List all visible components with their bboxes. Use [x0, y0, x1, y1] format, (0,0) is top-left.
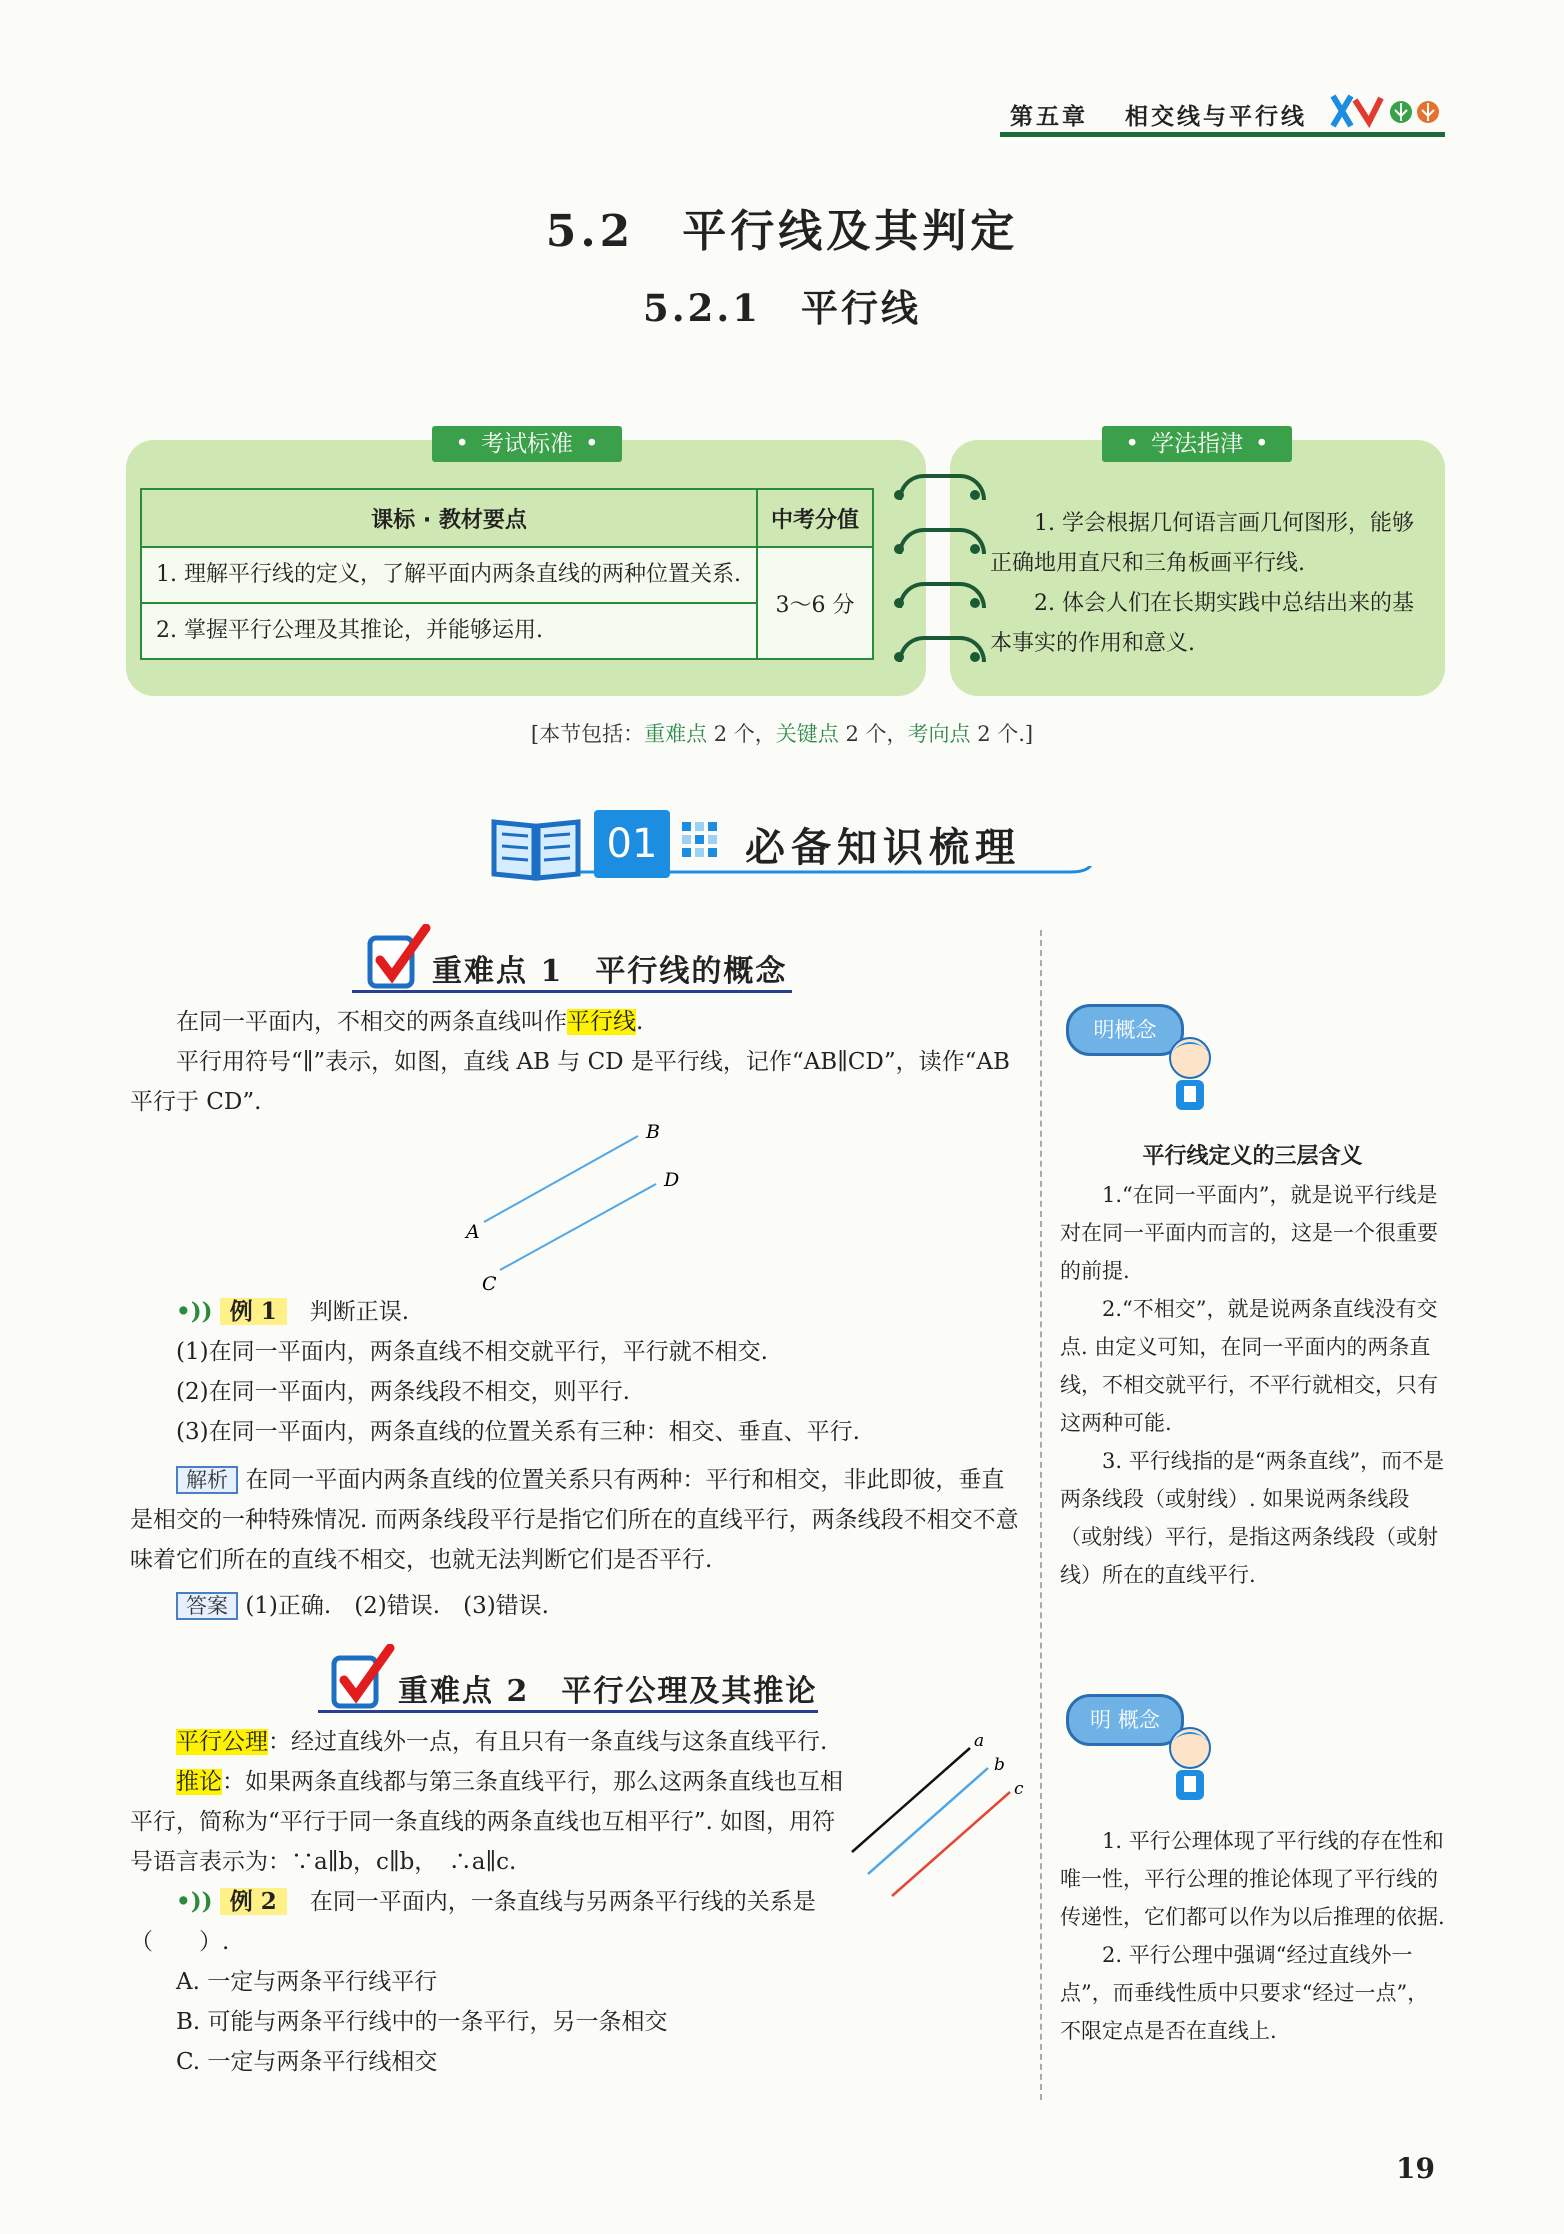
figure-parallel-ab-cd [460, 1110, 700, 1300]
example-2-question: •)) 例 2 在同一平面内，一条直线与另两条平行线的关系是（ ）. [130, 1888, 816, 1955]
side-note-2 [1060, 1822, 1445, 2050]
column-divider [1040, 930, 1042, 2100]
kp1-body [130, 1002, 1010, 1122]
side-note-1 [1060, 1138, 1445, 1594]
section-note: [本节包括：重难点 2 个，关键点 2 个，考向点 2 个.] [530, 722, 1034, 746]
concept-bubble: 明概念 [1066, 1004, 1184, 1056]
section-title: 5.2 平行线及其判定 [545, 206, 1019, 257]
label-b: B [646, 1121, 660, 1143]
example-1-question: •)) 例 1 判断正误. [176, 1298, 410, 1325]
checkmark-icon [366, 924, 436, 994]
exam-standard-tag: • 考试标准 • [432, 426, 622, 462]
section-heading: 必备知识梳理 [745, 825, 1021, 871]
kp2-axiom: 平行公理：经过直线外一点，有且只有一条直线与这条直线平行. [176, 1729, 828, 1755]
kp1-heading: 重难点 1 平行线的概念 [432, 954, 788, 989]
study-guide-tag: • 学法指津 • [1102, 426, 1292, 462]
example-1-item: (1)在同一平面内，两条直线不相交就平行，平行就不相交. [176, 1339, 768, 1365]
kp2-underline [318, 1710, 818, 1713]
dots-grid-icon [680, 820, 720, 870]
page-number: 19 [1396, 2152, 1435, 2185]
score-cell: 3～6 分 [757, 547, 873, 659]
student-icon [1160, 1724, 1220, 1810]
label-d: D [664, 1169, 680, 1191]
side-note-para: 2.“不相交”，就是说两条直线没有交点. 由定义可知，在同一平面内的两条直线，不相交就平行，不平行就相交，只有这两种可能. [1060, 1297, 1438, 1435]
guide-item: 2. 体会人们在长期实践中总结出来的基本事实的作用和意义. [990, 591, 1414, 656]
figure-parallel-abc [846, 1720, 1042, 1910]
subsection-title: 5.2.1 平行线 [643, 286, 921, 330]
label-line-b: b [994, 1755, 1005, 1775]
example-1-analysis: 解析 在同一平面内两条直线的位置关系只有两种：平行和相交，非此即彼，垂直是相交的一种特殊情况. 而两条线段平行是指它们所在的直线平行，两条线段不相交不意味着它们所在的直线不相交，也就无法判断它们是否平行. [130, 1467, 1019, 1573]
label-line-a: a [974, 1731, 985, 1751]
example-1-item: (3)在同一平面内，两条直线的位置关系有三种：相交、垂直、平行. [176, 1419, 860, 1445]
logo-icon [1325, 86, 1445, 132]
side-note-para: 2. 平行公理中强调“经过直线外一点”，而垂线性质中只要求“经过一点”，不限定点是否在直线上. [1060, 1943, 1429, 2043]
table-row: 1. 理解平行线的定义，了解平面内两条直线的两种位置关系. [141, 547, 757, 603]
side-note-title: 平行线定义的三层含义 [1142, 1144, 1363, 1169]
student-icon [1160, 1034, 1220, 1120]
header-chapter: 第五章 相交线与平行线 [1010, 104, 1308, 130]
heading-underline [580, 866, 1100, 890]
example-2-option: B. 可能与两条平行线中的一条平行，另一条相交 [176, 2009, 668, 2035]
example-1-answer: 答案 (1)正确. (2)错误. (3)错误. [130, 1586, 1020, 1626]
side-note-para: 1.“在同一平面内”，就是说平行线是对在同一平面内而言的，这是一个很重要的前提. [1060, 1183, 1438, 1283]
guide-item: 1. 学会根据几何语言画几何图形，能够正确地用直尺和三角板画平行线. [990, 511, 1414, 576]
example-2-option: A. 一定与两条平行线平行 [176, 1969, 438, 1995]
example-1-item: (2)在同一平面内，两条线段不相交，则平行. [176, 1379, 630, 1405]
label-line-c: c [1014, 1779, 1024, 1799]
kp1-notation: 平行用符号“∥”表示，如图，直线 AB 与 CD 是平行线，记作“AB∥CD”，读作“AB 平行于 CD”. [130, 1049, 1010, 1115]
concept-bubble: 明 概念 [1066, 1694, 1184, 1746]
study-guide-text [990, 504, 1430, 664]
side-note-para: 3. 平行线指的是“两条直线”，而不是两条线段（或射线）. 如果说两条线段（或射线）平行，是指这两条线段（或射线）所在的直线平行. [1060, 1449, 1445, 1587]
example-1 [130, 1292, 1020, 1626]
label-a: A [466, 1221, 480, 1243]
label-c: C [482, 1273, 497, 1295]
kp2-body [130, 1722, 850, 2082]
example-2-option: C. 一定与两条平行线相交 [176, 2049, 438, 2075]
checkmark-icon [330, 1644, 400, 1714]
kp1-definition: 在同一平面内，不相交的两条直线叫作平行线. [176, 1009, 644, 1035]
section-number: 01 [594, 810, 670, 878]
kp2-corollary: 推论：如果两条直线都与第三条直线平行，那么这两条直线也互相平行，简称为“平行于同一条直线的两条直线也互相平行”. 如图，用符号语言表示为：∵a∥b，c∥b， ∴a∥c. [130, 1769, 843, 1875]
kp1-underline [352, 990, 792, 993]
kp2-heading: 重难点 2 平行公理及其推论 [398, 1674, 818, 1709]
exam-standard-table [140, 488, 874, 660]
col-points-header: 课标 · 教材要点 [141, 489, 757, 547]
col-score-header: 中考分值 [757, 489, 873, 547]
book-icon [488, 808, 584, 884]
table-row: 2. 掌握平行公理及其推论，并能够运用. [141, 603, 757, 659]
side-note-para: 1. 平行公理体现了平行线的存在性和唯一性，平行公理的推论体现了平行线的传递性，它们都可以作为以后推理的依据. [1060, 1829, 1445, 1929]
